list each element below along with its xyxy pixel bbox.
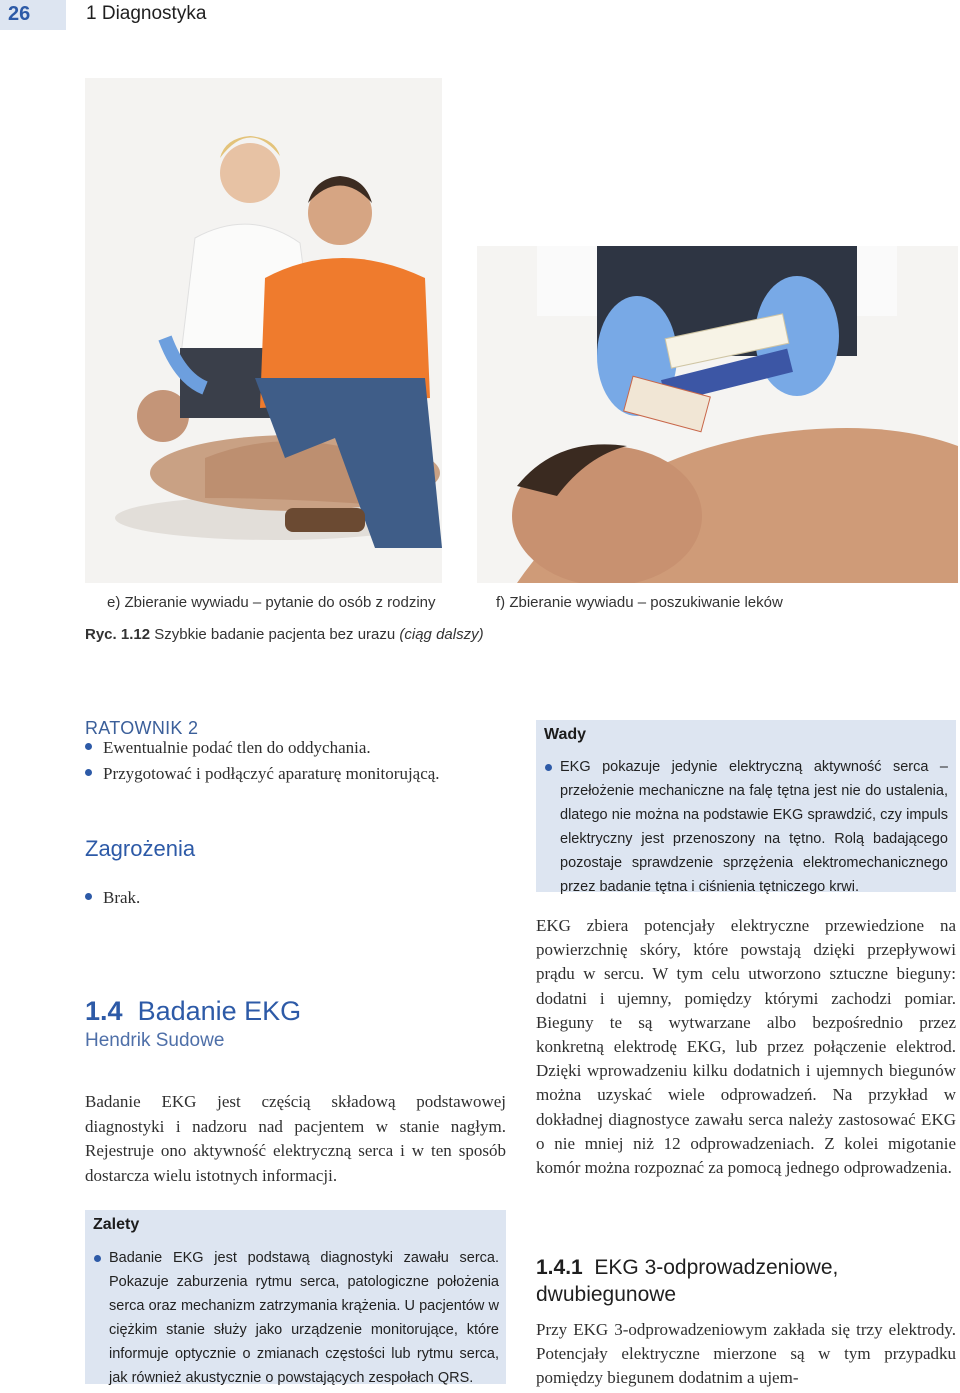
ratownik-item: Ewentualnie podać tlen do oddychania. bbox=[85, 738, 371, 758]
zalety-box bbox=[85, 1210, 506, 1384]
caption-e: e) Zbieranie wywiadu – pytanie do osób z rodziny bbox=[107, 594, 436, 611]
ratownik-heading: RATOWNIK 2 bbox=[85, 718, 199, 738]
page-number: 26 bbox=[8, 3, 31, 25]
subsection-title bbox=[536, 1254, 956, 1308]
section-intro: Badanie EKG jest częścią składową podstawowej diagnostyki i nadzoru nad pacjentem w stanie nagłym. Rejestruje ono aktywność elektryczną serca i w ten sposób dostarcza wielu istotnych informacji. bbox=[85, 1092, 506, 1185]
section-title-text: Badanie EKG bbox=[137, 996, 302, 1026]
zagrozenia-item: Brak. bbox=[85, 888, 140, 908]
section-title bbox=[85, 996, 301, 1027]
ratownik-item: Przygotować i podłączyć aparaturę monitorującą. bbox=[85, 764, 440, 784]
figure-caption-text: Szybkie badanie pacjenta bez urazu bbox=[154, 626, 396, 643]
wady-box bbox=[536, 720, 956, 895]
wady-text: EKG pokazuje jedynie elektryczną aktywność serca – przełożenie mechaniczne na falę tętna jest nie do ustalenia, dlatego nie można na podstawie EKG sprawdzić, czy impuls elektryczny jest przenoszony na tętno. Rolą badającego pozostaje sprawdzenie sprzężenia elektromechanicznego przez badanie tętna i ciśnienia tętniczego krwi. bbox=[560, 759, 948, 895]
wady-title: Wady bbox=[544, 726, 587, 743]
subsection-number: 1.4.1 bbox=[536, 1256, 583, 1279]
page-number-box bbox=[0, 0, 66, 30]
zalety-title: Zalety bbox=[93, 1216, 140, 1233]
section-author: Hendrik Sudowe bbox=[85, 1030, 225, 1051]
bullet-icon bbox=[85, 743, 92, 750]
figure-caption-paren: (ciąg dalszy) bbox=[399, 626, 484, 643]
subsection-paragraph: Przy EKG 3-odprowadzeniowym zakłada się trzy elektrody. Potencjały elektryczne mierzone są w tym przypadku pomiędzy biegunem dodatnim a ujem- bbox=[536, 1320, 956, 1388]
bullet-icon bbox=[545, 764, 552, 771]
caption-f: f) Zbieranie wywiadu – poszukiwanie leków bbox=[496, 594, 783, 611]
photo-medication-search bbox=[477, 246, 958, 583]
chapter-title: 1 Diagnostyka bbox=[86, 3, 207, 24]
subsection-title-text: EKG 3-odprowadzeniowe, dwubiegunowe bbox=[536, 1256, 839, 1306]
figure-caption bbox=[85, 626, 484, 643]
bullet-icon bbox=[85, 769, 92, 776]
bullet-icon bbox=[85, 893, 92, 900]
ekg-paragraph: EKG zbiera potencjały elektryczne przewiedzione na powierzchnię skóry, które powstają dzięki przepływowi prądu w sercu. W tym celu utworzono sztuczne bieguny: dodatni i ujemny, pomiędzy którymi zachodzi pomiar. Bieguny te są wytwarzane albo bezpośrednio przez konkretną elektrodę EKG, lub przez połączenie elektrod. Dzięki wprowadzeniu kilku dodatnich i ujemnych biegunów można uzyskać wiele odprowadzeń. Na przykład w dokładnej diagnostyce zawału serca należy zastosować EKG o nie mniej niż 12 odprowadzeniach. Z kolei migotanie komór można rozpoznać za pomocą jednego odprowadzenia. bbox=[536, 916, 956, 1178]
zagrozenia-heading: Zagrożenia bbox=[85, 836, 196, 861]
figure-label: Ryc. 1.12 bbox=[85, 626, 151, 643]
section-number: 1.4 bbox=[85, 996, 123, 1026]
zalety-text: Badanie EKG jest podstawą diagnostyki zawału serca. Pokazuje zaburzenia rytmu serca, patologiczne położenia serca oraz mechanizm zatrzymania krążenia. U pacjentów w ciężkim stanie służy jako urządzenie monitorujące, które informuje optycznie o zmianach częstości lub rytmu serca, jak również akustycznie o powstających zespołach QRS. bbox=[109, 1250, 499, 1386]
photo-family-interview bbox=[85, 78, 442, 583]
bullet-icon bbox=[94, 1255, 101, 1262]
